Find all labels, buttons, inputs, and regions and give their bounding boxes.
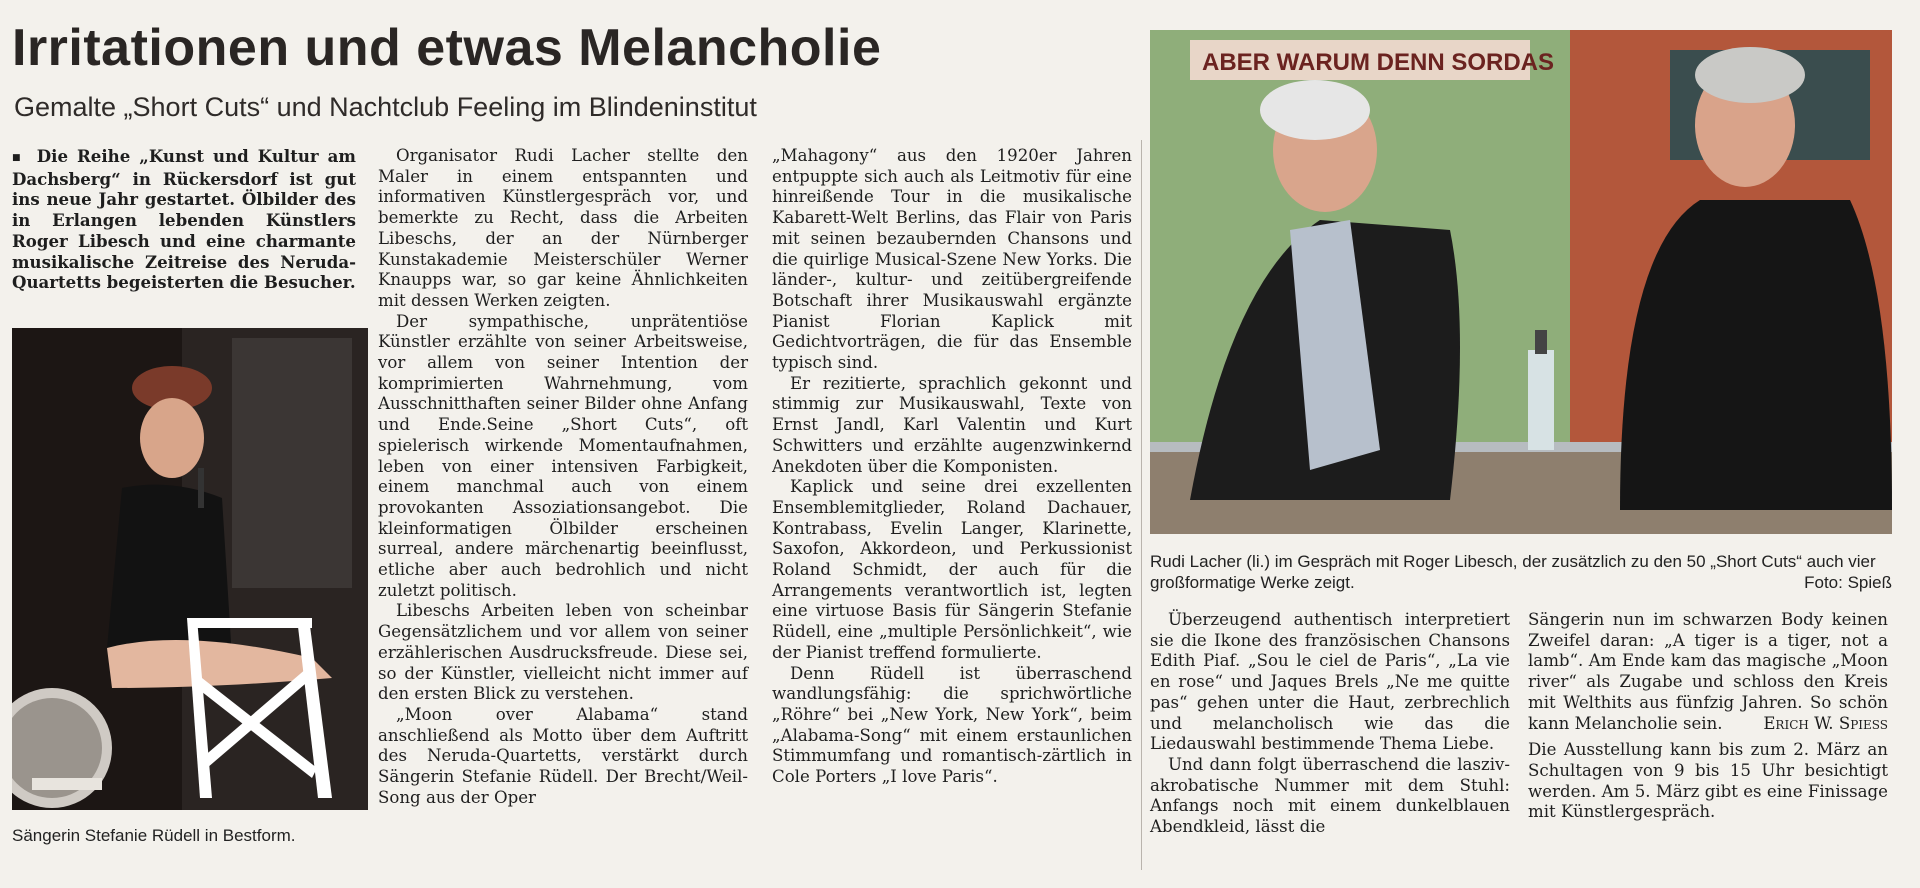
conversation-illustration [1150,30,1892,534]
article-subheadline: Gemalte „Short Cuts“ und Nachtclub Feeling im Blindeninstitut [14,92,757,122]
photo-conversation-caption [1150,552,1892,593]
paragraph: Denn Rüdell ist überraschend wandlungsfähig: die sprichwörtliche „Röhre“ bei „New York, New York“, beim „Alabama-Song“ mit einem erstaunlichen Stimmumfang und romantisch-zärtlich in Cole Porters „I love Paris“. [772,663,1132,787]
paragraph: „Mahagony“ aus den 1920er Jahren entpuppte sich auch als Leitmotiv für eine hinreißende Tour in die musikalische Kabarett-Welt Berlins, das Flair von Paris mit seinen bezaubernden Chansons und die quirlige Musical-Szene New Yorks. Die länder-, kultur- und zeitübergreifende Botschaft ihrer Musikauswahl ergänzte Pianist Florian Kaplick mit Gedichtvorträgen, die für das Ensemble typisch sind. [772,146,1132,373]
paragraph: „Moon over Alabama“ stand anschließend als Motto über dem Auftritt des Neruda-Quartetts, verstärkt durch Sängerin Stefanie Rüdell. Der Brecht/Weil-Song aus der Oper [378,704,748,807]
closing-text: Sängerin nun im schwarzen Body keinen Zweifel daran: „A tiger is a tiger, not a lamb“. Am Ende kam das magische „Moon river“ als Zugabe und schloss den Kreis mit Welthits aus fünfzig Jahren. So schön kann Melancholie sein. [1528,610,1888,733]
photo-credit: Foto: Spieß [1804,572,1892,592]
article-column-4 [1150,610,1510,838]
article-column-3 [772,146,1132,788]
author-signature: Erich W. Spiess [1763,713,1888,733]
paragraph: Kaplick und seine drei exzellenten Ensemblemitglieder, Roland Dachauer, Kontrabass, Evelin Langer, Klarinette, Saxofon, Akkordeon, und Perkussionist Roland Schmidt, der auch für die Arrangements verantwortlich ist, legten eine virtuose Basis für Sängerin Stefanie Rüdell, eine „multiple Persönlichkeit“, wie der Pianist treffend formulierte. [772,477,1132,662]
paragraph: Er rezitierte, sprachlich gekonnt und stimmig zur Musikauswahl, Texte von Ernst Jandl, Karl Valentin und Kurt Schwitters und erzählte augenzwinkernd Anekdoten über die Komponisten. [772,373,1132,476]
paragraph: Organisator Rudi Lacher stellte den Maler in einem entspannten und informativen Künstlergespräch vor, und bemerkte zu Recht, dass die Arbeiten Libeschs, der an der Nürnberger Kunstakademie Meisterschüler Werner Knaupps war, so gar keine Ähnlichkeiten mit dessen Werken zeigten. [378,146,748,310]
article-column-2 [378,146,748,809]
paragraph: Der sympathische, unprätentiöse Künstler erzählte von seiner Arbeitsweise, vor allem von seiner Intention der komprimierten Wahrnehmung, vom Ausschnitthaften seiner Bilder ohne Anfang und Ende.Seine „Short Cuts“, oft spielerisch wirkende Momentaufnahmen, leben von einer intensiven Farbigkeit, einem manchmal auch von einem provokanten Assoziationsangebot. Die kleinformatigen Ölbilder erscheinen surreal, andere märchenartig beeinflusst, etliche aber auch bedrohlich und nicht zuletzt politisch. [378,311,748,600]
singer-illustration [12,328,368,810]
article-headline: Irritationen und etwas Melancholie [12,19,882,77]
paragraph: Und dann folgt überraschend die lasziv-akrobatische Nummer mit dem Stuhl: Anfangs noch mit einem dunkelblauen Abendkleid, lässt die [1150,754,1510,837]
paragraph: Libeschs Arbeiten leben von scheinbar Gegensätzlichem und vor allem von seiner erzählerischen Ausdrucksfreude. Diese sei, so der Künstler, vielleicht nicht immer auf den ersten Blick zu verstehen. [378,601,748,704]
photo-singer-caption: Sängerin Stefanie Rüdell in Bestform. [12,826,296,845]
paragraph [1528,610,1888,734]
article-column-5 [1528,610,1888,823]
article-lead [12,146,356,293]
column-divider [1141,140,1142,870]
caption-text: Rudi Lacher (li.) im Gespräch mit Roger Libesch, der zusätzlich zu den 50 „Short Cuts“ auch vier großformatige Werke zeigt. [1150,552,1876,592]
painting-lettering: ABER WARUM DENN SORDAS [1202,49,1555,76]
lead-text: Die Reihe „Kunst und Kultur am Dachsberg“ in Rückersdorf ist gut ins neue Jahr gestartet. Ölbilder des in Erlangen lebenden Künstlers Roger Libesch und eine charmante musikalische Zeitreise des Neruda-Quartetts begeisterten die Besucher. [12,146,356,293]
photo-singer [12,328,368,810]
paragraph: Überzeugend authentisch interpretiert sie die Ikone des französischen Chansons Edith Piaf. „Sou le ciel de Paris“, „La vie en rose“ und Jaques Brels „Ne me quitte pas“ gehen unter die Haut, zerbrechlich und melancholisch wie das die Liedauswahl bestimmende Thema Liebe. [1150,610,1510,754]
photo-conversation [1150,30,1892,534]
exhibition-note: Die Ausstellung kann bis zum 2. März an Schultagen von 9 bis 15 Uhr besichtigt werden. Am 5. März gibt es eine Finissage mit Künstlergespräch. [1528,740,1888,822]
